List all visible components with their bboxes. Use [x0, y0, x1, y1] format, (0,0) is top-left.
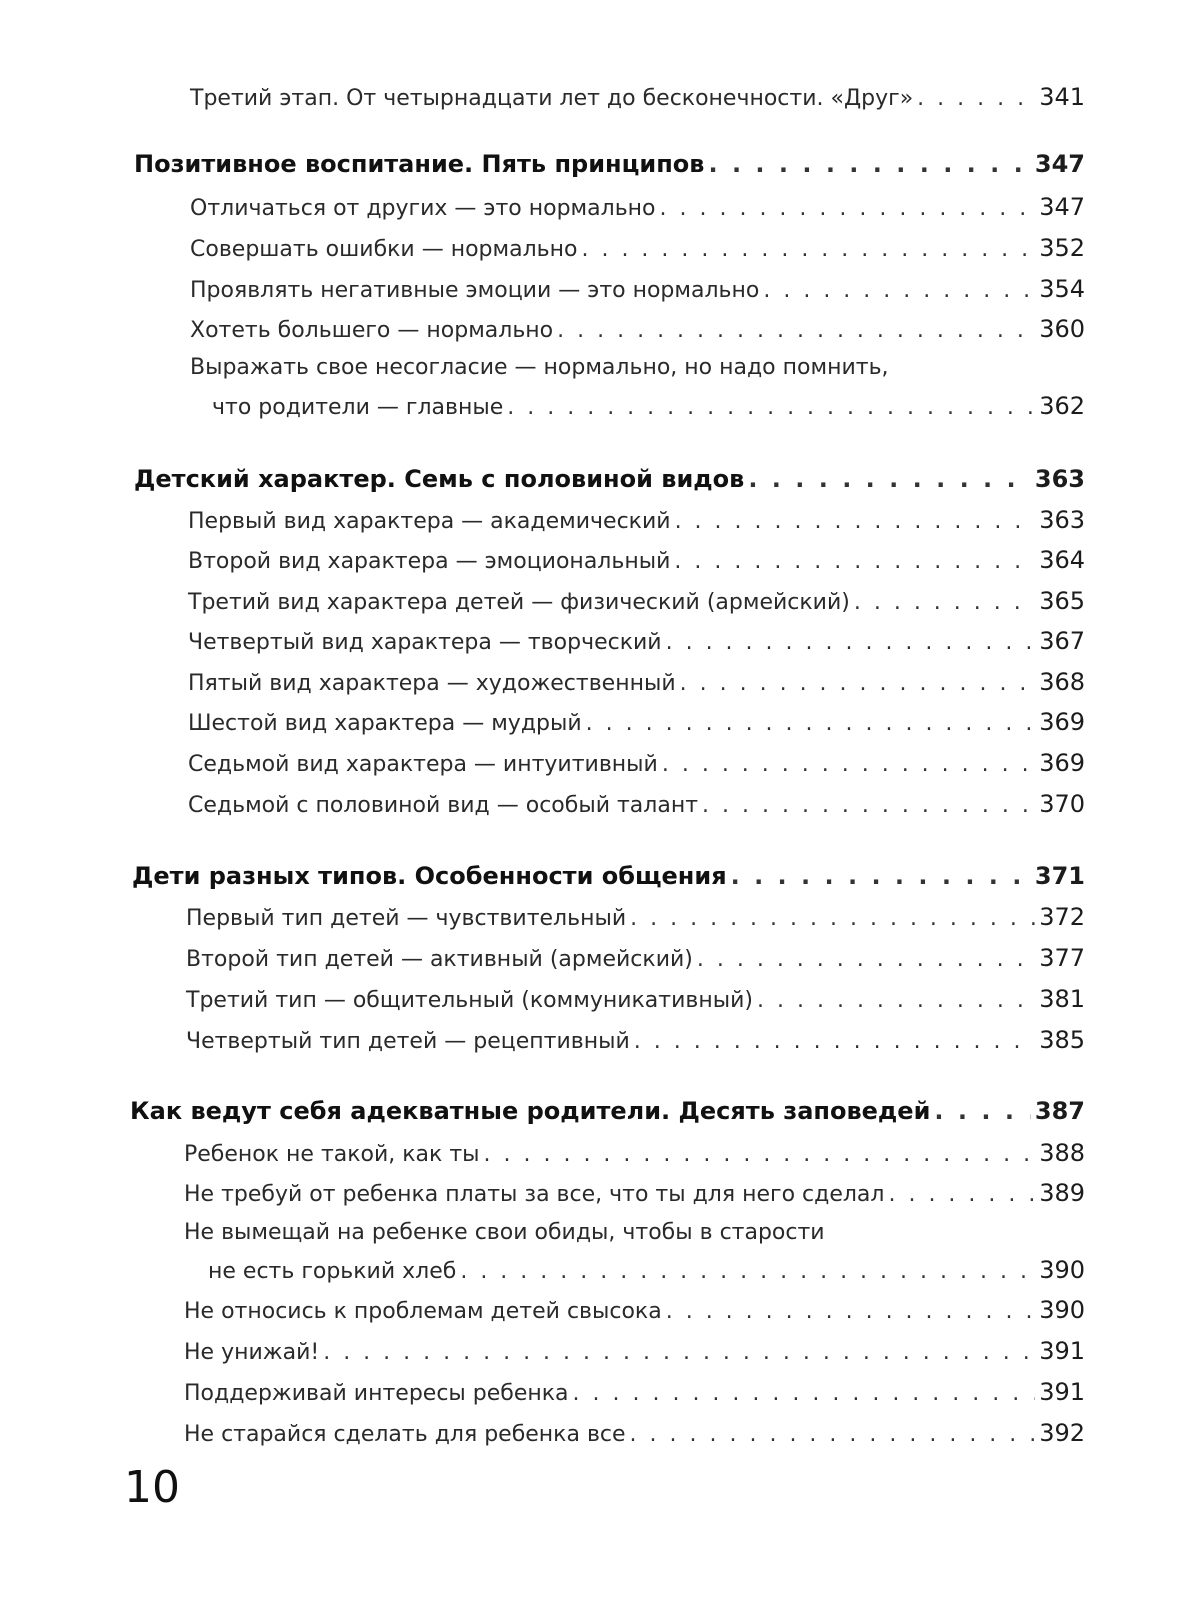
toc-entry-page: 347 — [1039, 193, 1085, 221]
dot-leader — [660, 196, 1036, 221]
toc-entry-page: 372 — [1039, 903, 1085, 931]
toc-entry-page: 392 — [1039, 1419, 1085, 1447]
toc-entry-page: 391 — [1039, 1337, 1085, 1365]
toc-heading-page: 371 — [1034, 862, 1085, 890]
dot-leader — [697, 947, 1035, 972]
toc-entry-title: Не относись к проблемам детей свысока — [184, 1299, 662, 1324]
toc-entry-title: Седьмой с половиной вид — особый талант — [188, 793, 699, 818]
toc-entry-title: Третий этап. От четырнадцати лет до бесконечности. «Друг» — [190, 86, 914, 111]
toc-entry-title: Второй тип детей — активный (армейский) — [186, 947, 693, 972]
toc-entry-title: Первый тип детей — чувствительный — [186, 906, 627, 931]
toc-entry-title: Первый вид характера — академический — [188, 509, 671, 534]
toc-entry-page: 367 — [1039, 627, 1085, 655]
dot-leader — [680, 671, 1036, 696]
toc-entry-title-cont: не есть горький хлеб — [208, 1259, 457, 1284]
dot-leader — [708, 150, 1030, 178]
dot-leader — [484, 1142, 1036, 1167]
toc-entry-title: Проявлять негативные эмоции — это нормально — [190, 278, 760, 303]
toc-entry-page: 364 — [1039, 546, 1085, 574]
dot-leader — [674, 549, 1035, 574]
toc-entry-title: Не вымещай на ребенке свои обиды, чтобы в старости — [184, 1220, 825, 1245]
toc-entry-page: 390 — [1039, 1296, 1085, 1324]
toc-entry-page: 391 — [1039, 1378, 1085, 1406]
toc-entry-page: 390 — [1039, 1256, 1085, 1284]
toc-entry-title: Седьмой вид характера — интуитивный — [188, 752, 658, 777]
dot-leader — [934, 1097, 1030, 1125]
dot-leader — [675, 509, 1036, 534]
dot-leader — [666, 630, 1036, 655]
toc-entry-page: 363 — [1039, 506, 1085, 534]
dot-leader — [763, 278, 1035, 303]
toc-entry-title: Шестой вид характера — мудрый — [188, 711, 582, 736]
dot-leader — [634, 1029, 1035, 1054]
dot-leader — [323, 1340, 1035, 1365]
dot-leader — [731, 862, 1031, 890]
toc-entry-page: 388 — [1039, 1139, 1085, 1167]
toc-heading-title: Как ведут себя адекватные родители. Десять заповедей — [130, 1097, 931, 1125]
dot-leader — [854, 590, 1035, 615]
toc-entry-title: Четвертый тип детей — рецептивный — [186, 1029, 630, 1054]
toc-entry-title: Второй вид характера — эмоциональный — [188, 549, 671, 574]
toc-entry-page: 362 — [1039, 392, 1085, 420]
dot-leader — [581, 237, 1035, 262]
toc-entry-title: Третий тип — общительный (коммуникативный) — [186, 988, 754, 1013]
toc-entry-title: Ребенок не такой, как ты — [184, 1142, 480, 1167]
toc-entry-title: Пятый вид характера — художественный — [188, 671, 676, 696]
toc-entry-page: 360 — [1039, 315, 1085, 343]
toc-heading-title: Позитивное воспитание. Пять принципов — [134, 150, 705, 178]
toc-entry-page: 370 — [1039, 790, 1085, 818]
toc-entry-page: 377 — [1039, 944, 1085, 972]
toc-heading-title: Детский характер. Семь с половиной видов — [134, 465, 745, 493]
toc-entry-page: 389 — [1039, 1179, 1085, 1207]
toc-heading-title: Дети разных типов. Особенности общения — [132, 862, 727, 890]
toc-entry-page: 365 — [1039, 587, 1085, 615]
toc-entry-page: 369 — [1039, 749, 1085, 777]
toc-entry-title: Выражать свое несогласие — нормально, но надо помнить, — [190, 355, 889, 380]
dot-leader — [757, 988, 1035, 1013]
dot-leader — [507, 395, 1035, 420]
toc-entry-title: Третий вид характера детей — физический (армейский) — [188, 590, 850, 615]
toc-entry-title: Отличаться от других — это нормально — [190, 196, 656, 221]
dot-leader — [702, 793, 1035, 818]
toc-entry-title: Не требуй от ребенка платы за все, что ты для него сделал — [184, 1182, 885, 1207]
toc-entry-title: Четвертый вид характера — творческий — [188, 630, 662, 655]
dot-leader — [888, 1182, 1035, 1207]
dot-leader — [630, 906, 1035, 931]
toc-heading-page: 387 — [1034, 1097, 1085, 1125]
toc-entry-page: 354 — [1039, 275, 1085, 303]
toc-entry-page: 385 — [1039, 1026, 1085, 1054]
toc-entry-title: Хотеть большего — нормально — [190, 318, 554, 343]
toc-heading-page: 363 — [1034, 465, 1085, 493]
dot-leader — [630, 1422, 1036, 1447]
page-number: 10 — [124, 1462, 180, 1513]
dot-leader — [748, 465, 1031, 493]
dot-leader — [460, 1259, 1035, 1284]
toc-entry-page: 381 — [1039, 985, 1085, 1013]
toc-entry-page: 369 — [1039, 708, 1085, 736]
toc-entry-title: Не унижай! — [184, 1340, 320, 1365]
dot-leader — [666, 1299, 1035, 1324]
toc-entry-title: Совершать ошибки — нормально — [190, 237, 578, 262]
toc-entry-page: 368 — [1039, 668, 1085, 696]
toc-entry-title: Поддерживай интересы ребенка — [184, 1381, 569, 1406]
toc-entry-title-cont: что родители — главные — [212, 395, 504, 420]
toc-entry-page: 341 — [1039, 83, 1085, 111]
dot-leader — [662, 752, 1035, 777]
dot-leader — [586, 711, 1036, 736]
dot-leader — [573, 1381, 1036, 1406]
dot-leader — [917, 86, 1035, 111]
dot-leader — [557, 318, 1035, 343]
toc-entry-title: Не старайся сделать для ребенка все — [184, 1422, 626, 1447]
toc-heading-page: 347 — [1034, 150, 1085, 178]
toc-entry-page: 352 — [1039, 234, 1085, 262]
